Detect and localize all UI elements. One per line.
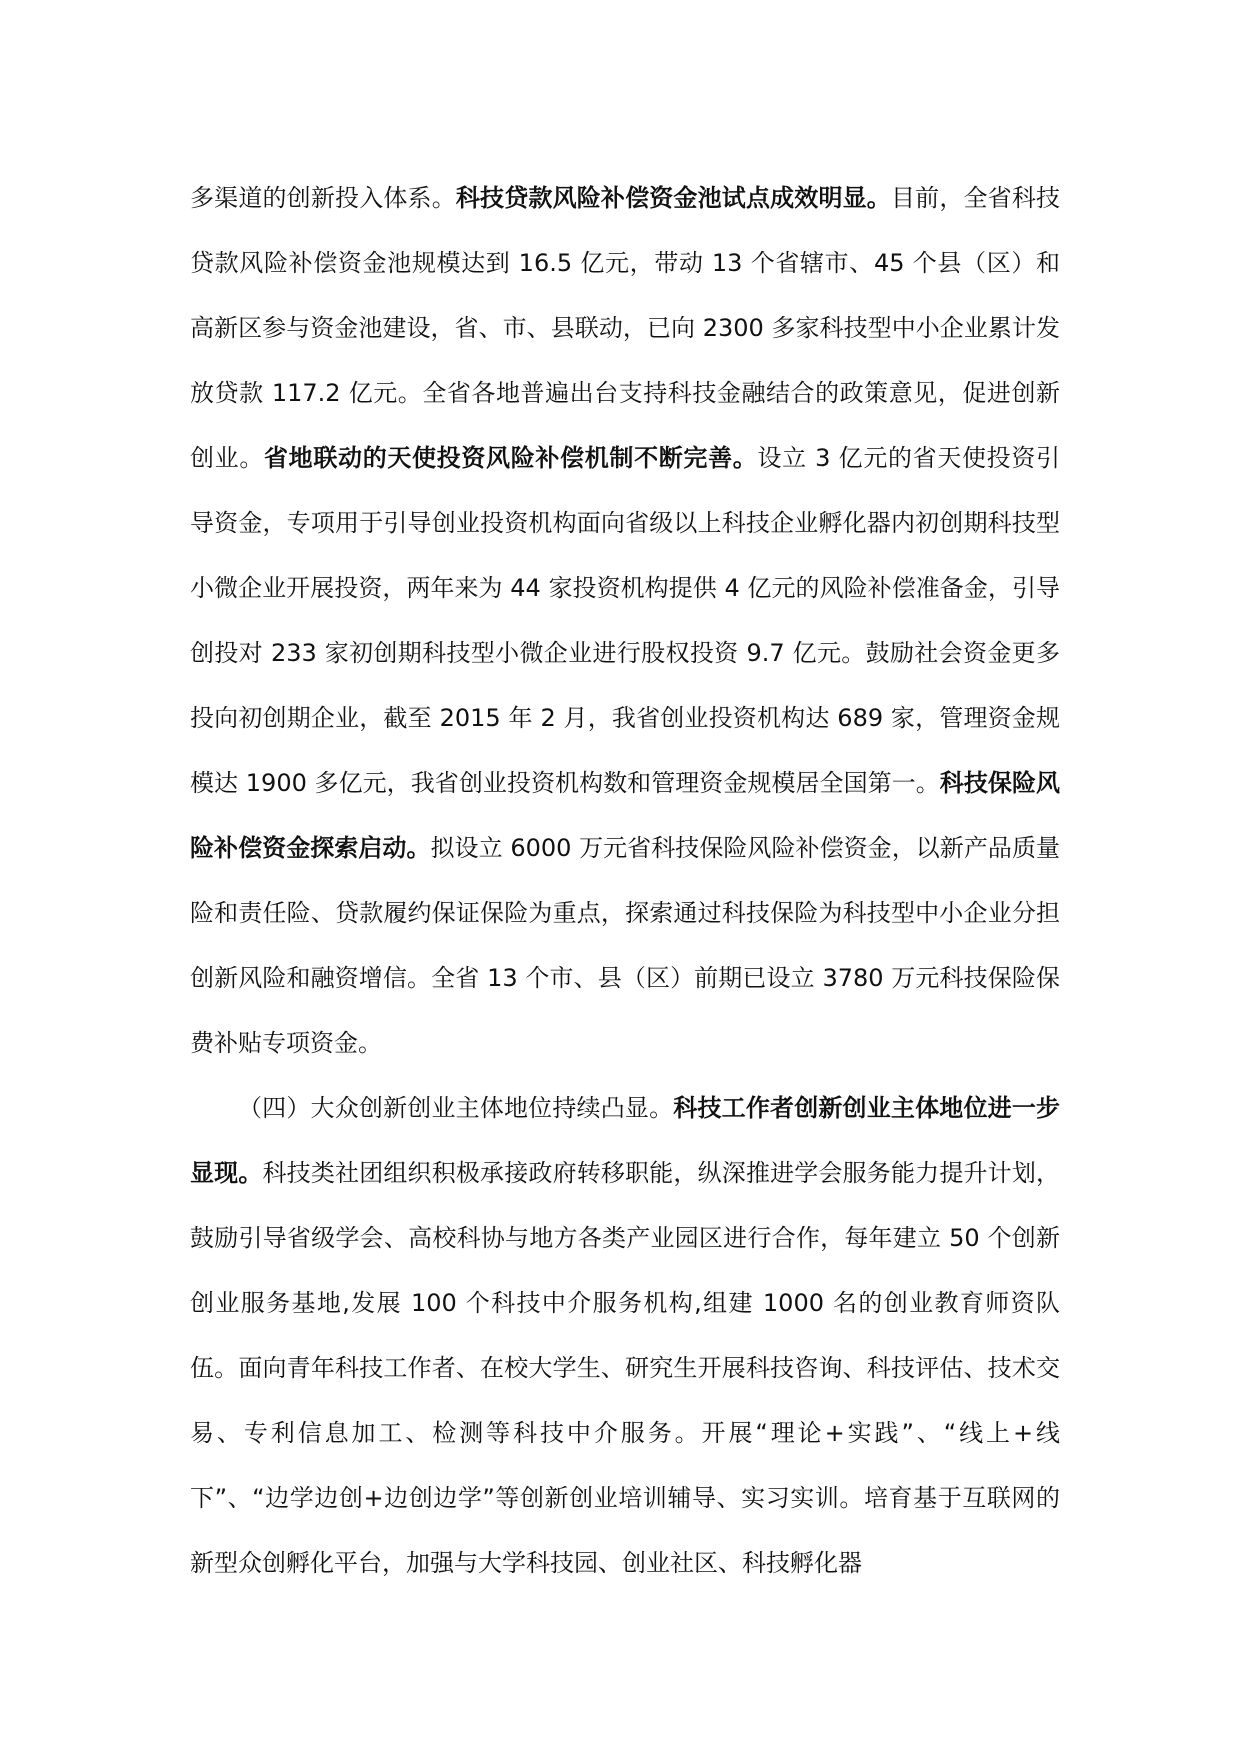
paragraph-funding: [190, 166, 1060, 1076]
body-text: [190, 166, 1060, 1596]
text-run: 设立 3 亿元的省天使投资引导资金，专项用于引导创业投资机构面向省级以上科技企业孵化器内初创期科技型小微企业开展投资，两年来为 44 家投资机构提供 4 亿元的风险补偿准备金，引导创投对 233 家初创期科技型小微企业进行股权投资 9.7 亿元。鼓励社会资金更多投向初创期企业，截至 2015 年 2 月，我省创业投资机构达 689 家，管理资金规模达 1900 多亿元，我省创业投资机构数和管理资金规模居全国第一。: [190, 444, 1061, 797]
bold-heading-angel-investment: 省地联动的天使投资风险补偿机制不断完善。: [264, 444, 758, 472]
paragraph-mass-innovation: [190, 1076, 1060, 1596]
bold-heading-tech-insurance: 科技保险风险补偿资金探索启动。: [190, 769, 1060, 862]
bold-heading-loan-risk-pool: 科技贷款风险补偿资金池试点成效明显。: [455, 184, 891, 212]
text-run: 科技类社团组织积极承接政府转移职能，纵深推进学会服务能力提升计划，鼓励引导省级学会、高校科协与地方各类产业园区进行合作，每年建立 50 个创新创业服务基地,发展 100 个科技中介服务机构,组建 1000 名的创业教育师资队伍。面向青年科技工作者、在校大学生、研究生开展科技咨询、科技评估、技术交易、专利信息加工、检测等科技中介服务。开展“理论+实践”、“线上+线下”、“边学边创+边创边学”等创新创业培训辅导、实习实训。培育基于互联网的新型众创孵化平台，加强与大学科技园、创业社区、科技孵化器: [190, 1159, 1060, 1577]
text-run: 多渠道的创新投入体系。: [190, 184, 456, 212]
text-run: 目前，全省科技贷款风险补偿资金池规模达到 16.5 亿元，带动 13 个省辖市、45 个县（区）和高新区参与资金池建设，省、市、县联动，已向 2300 多家科技型中小企业累计发放贷款 117.2 亿元。全省各地普遍出台支持科技金融结合的政策意见，促进创新创业。: [190, 184, 1061, 472]
section-heading: （四）大众创新创业主体地位持续凸显。: [238, 1094, 674, 1122]
text-run: 拟设立 6000 万元省科技保险风险补偿资金，以新产品质量险和责任险、贷款履约保证保险为重点，探索通过科技保险为科技型中小企业分担创新风险和融资增信。全省 13 个市、县（区）前期已设立 3780 万元科技保险保费补贴专项资金。: [190, 834, 1061, 1057]
bold-heading-tech-workers: 科技工作者创新创业主体地位进一步显现。: [190, 1094, 1061, 1187]
